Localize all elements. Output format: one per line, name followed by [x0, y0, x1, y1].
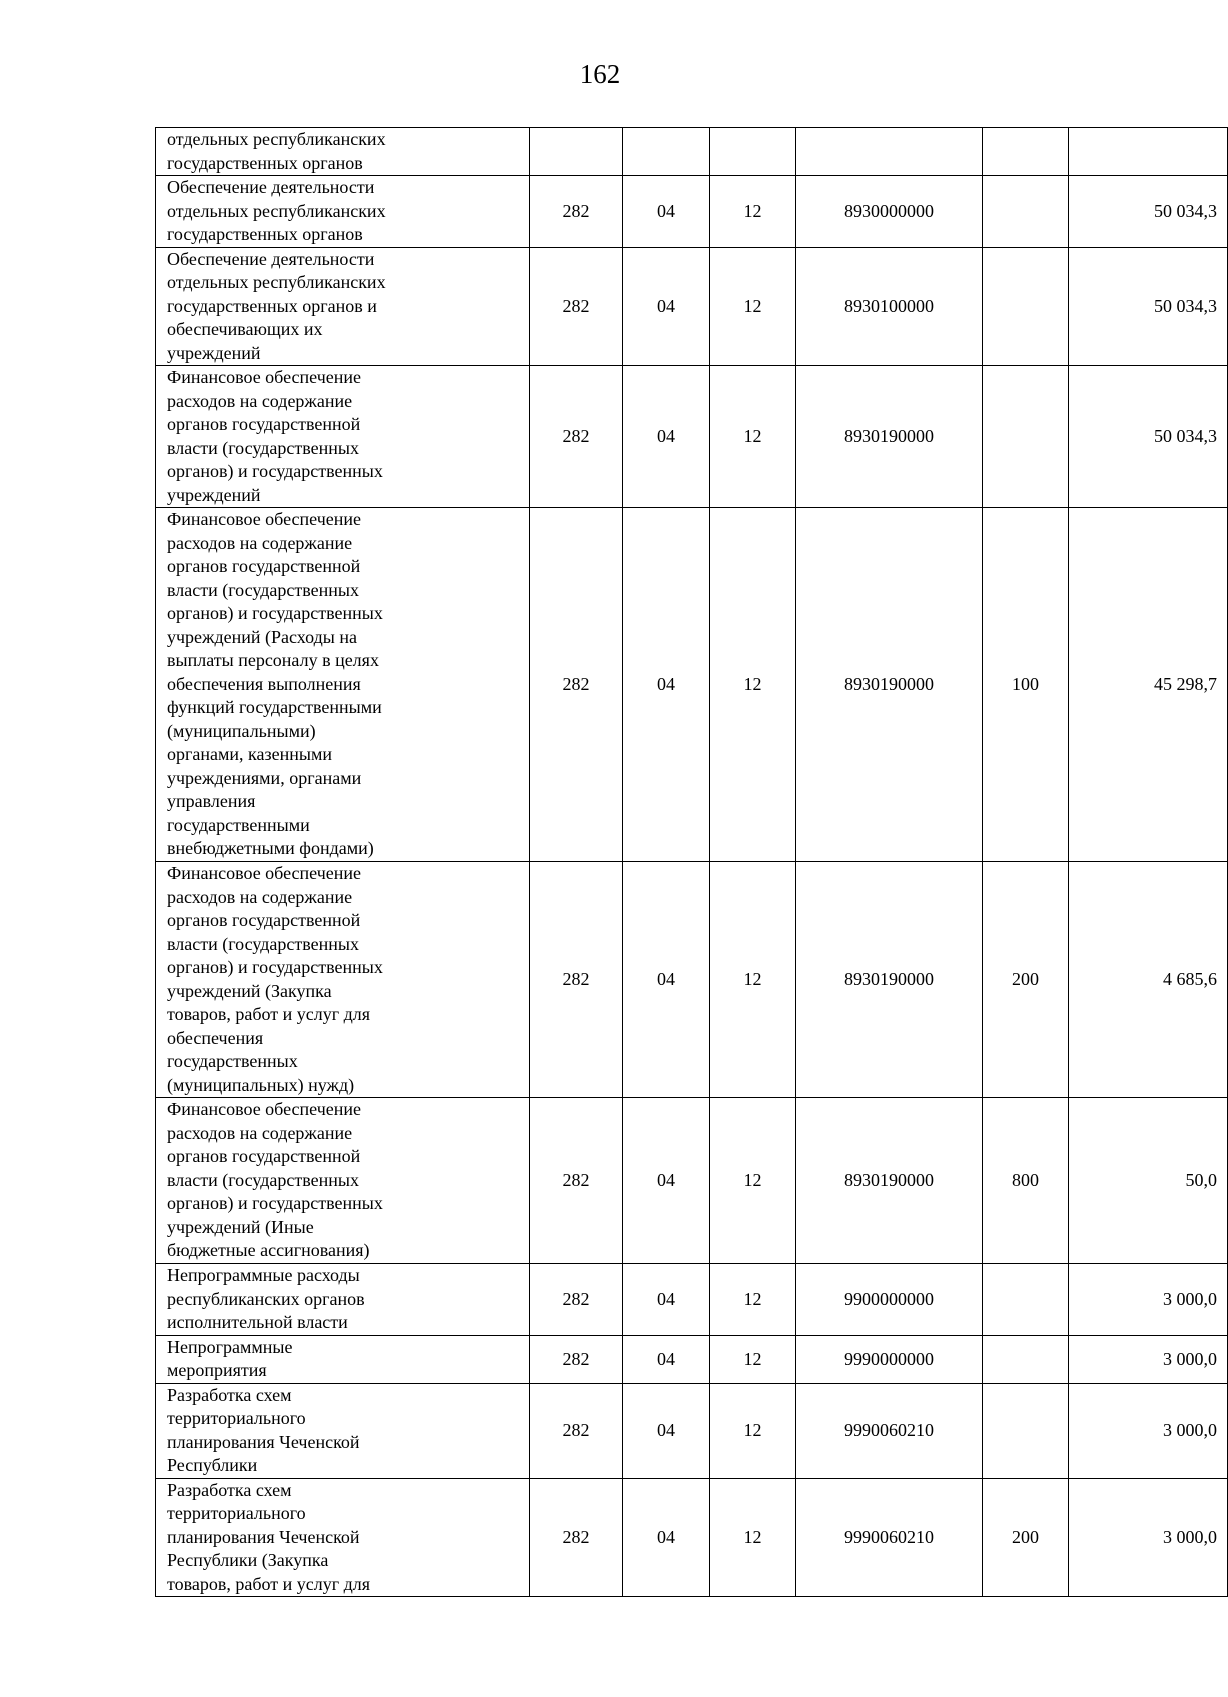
section-cell: 04	[623, 176, 710, 248]
chief-administrator-cell: 282	[530, 1335, 623, 1383]
expense-name-cell: Финансовое обеспечение расходов на содержание органов государственной власти (государственных органов) и государственных учреждений	[156, 366, 530, 508]
expense-name-cell: Разработка схем территориального планирования Чеченской Республики (Закупка товаров, работ и услуг для	[156, 1478, 530, 1597]
amount-cell: 50 034,3	[1069, 176, 1228, 248]
table-row	[156, 1478, 1228, 1597]
chief-administrator-cell: 282	[530, 508, 623, 862]
subsection-cell: 12	[710, 862, 796, 1098]
chief-administrator-cell: 282	[530, 1478, 623, 1597]
table-row	[156, 862, 1228, 1098]
expense-name-cell: Финансовое обеспечение расходов на содержание органов государственной власти (государственных органов) и государственных учреждений (Расходы на выплаты персоналу в целях обеспечения выполнения функций государственными (муниципальными) органами, казенными учреждениями, органами управления государственными внебюджетными фондами)	[156, 508, 530, 862]
subsection-cell	[710, 128, 796, 176]
chief-administrator-cell: 282	[530, 366, 623, 508]
target-article-cell: 9990060210	[796, 1383, 983, 1478]
expense-type-cell	[983, 1264, 1069, 1336]
expense-type-cell	[983, 1383, 1069, 1478]
section-cell: 04	[623, 1098, 710, 1264]
expense-name-cell: Обеспечение деятельности отдельных республиканских государственных органов и обеспечивающих их учреждений	[156, 247, 530, 366]
section-cell: 04	[623, 508, 710, 862]
chief-administrator-cell: 282	[530, 247, 623, 366]
expense-type-cell	[983, 128, 1069, 176]
target-article-cell: 8930100000	[796, 247, 983, 366]
expense-type-cell	[983, 366, 1069, 508]
chief-administrator-cell: 282	[530, 862, 623, 1098]
section-cell: 04	[623, 1335, 710, 1383]
subsection-cell: 12	[710, 1098, 796, 1264]
section-cell: 04	[623, 862, 710, 1098]
section-cell: 04	[623, 247, 710, 366]
expense-type-cell	[983, 176, 1069, 248]
target-article-cell	[796, 128, 983, 176]
target-article-cell: 8930000000	[796, 176, 983, 248]
chief-administrator-cell: 282	[530, 1264, 623, 1336]
amount-cell: 3 000,0	[1069, 1264, 1228, 1336]
amount-cell: 3 000,0	[1069, 1383, 1228, 1478]
subsection-cell: 12	[710, 1264, 796, 1336]
amount-cell: 45 298,7	[1069, 508, 1228, 862]
target-article-cell: 8930190000	[796, 366, 983, 508]
subsection-cell: 12	[710, 508, 796, 862]
chief-administrator-cell: 282	[530, 1383, 623, 1478]
amount-cell: 50 034,3	[1069, 366, 1228, 508]
expense-name-cell: Финансовое обеспечение расходов на содержание органов государственной власти (государственных органов) и государственных учреждений (Иные бюджетные ассигнования)	[156, 1098, 530, 1264]
table-row	[156, 176, 1228, 248]
subsection-cell: 12	[710, 1335, 796, 1383]
target-article-cell: 8930190000	[796, 862, 983, 1098]
expense-name-cell: Разработка схем территориального планирования Чеченской Республики	[156, 1383, 530, 1478]
section-cell	[623, 128, 710, 176]
table-row	[156, 1335, 1228, 1383]
amount-cell: 4 685,6	[1069, 862, 1228, 1098]
amount-cell: 50,0	[1069, 1098, 1228, 1264]
target-article-cell: 9900000000	[796, 1264, 983, 1336]
expense-type-cell	[983, 1335, 1069, 1383]
expense-type-cell: 200	[983, 1478, 1069, 1597]
chief-administrator-cell	[530, 128, 623, 176]
table-row	[156, 128, 1228, 176]
expense-name-cell: Обеспечение деятельности отдельных республиканских государственных органов	[156, 176, 530, 248]
table-row	[156, 1098, 1228, 1264]
amount-cell: 50 034,3	[1069, 247, 1228, 366]
chief-administrator-cell: 282	[530, 1098, 623, 1264]
amount-cell: 3 000,0	[1069, 1335, 1228, 1383]
target-article-cell: 8930190000	[796, 1098, 983, 1264]
expense-name-cell: Финансовое обеспечение расходов на содержание органов государственной власти (государственных органов) и государственных учреждений (Закупка товаров, работ и услуг для обеспечения государственных (муниципальных) нужд)	[156, 862, 530, 1098]
amount-cell	[1069, 128, 1228, 176]
budget-table	[155, 127, 1228, 1597]
section-cell: 04	[623, 1383, 710, 1478]
table-row	[156, 508, 1228, 862]
chief-administrator-cell: 282	[530, 176, 623, 248]
table-row	[156, 247, 1228, 366]
subsection-cell: 12	[710, 1478, 796, 1597]
expense-name-cell: отдельных республиканских государственных органов	[156, 128, 530, 176]
expense-type-cell: 800	[983, 1098, 1069, 1264]
section-cell: 04	[623, 1478, 710, 1597]
table-row	[156, 1383, 1228, 1478]
amount-cell: 3 000,0	[1069, 1478, 1228, 1597]
section-cell: 04	[623, 366, 710, 508]
target-article-cell: 8930190000	[796, 508, 983, 862]
expense-type-cell: 200	[983, 862, 1069, 1098]
section-cell: 04	[623, 1264, 710, 1336]
expense-name-cell: Непрограммные расходы республиканских органов исполнительной власти	[156, 1264, 530, 1336]
table-body	[156, 128, 1228, 1597]
subsection-cell: 12	[710, 366, 796, 508]
expense-type-cell: 100	[983, 508, 1069, 862]
subsection-cell: 12	[710, 1383, 796, 1478]
page-number: 162	[579, 59, 621, 89]
subsection-cell: 12	[710, 176, 796, 248]
target-article-cell: 9990060210	[796, 1478, 983, 1597]
expense-type-cell	[983, 247, 1069, 366]
expense-name-cell: Непрограммные мероприятия	[156, 1335, 530, 1383]
target-article-cell: 9990000000	[796, 1335, 983, 1383]
table-row	[156, 1264, 1228, 1336]
table-row	[156, 366, 1228, 508]
subsection-cell: 12	[710, 247, 796, 366]
